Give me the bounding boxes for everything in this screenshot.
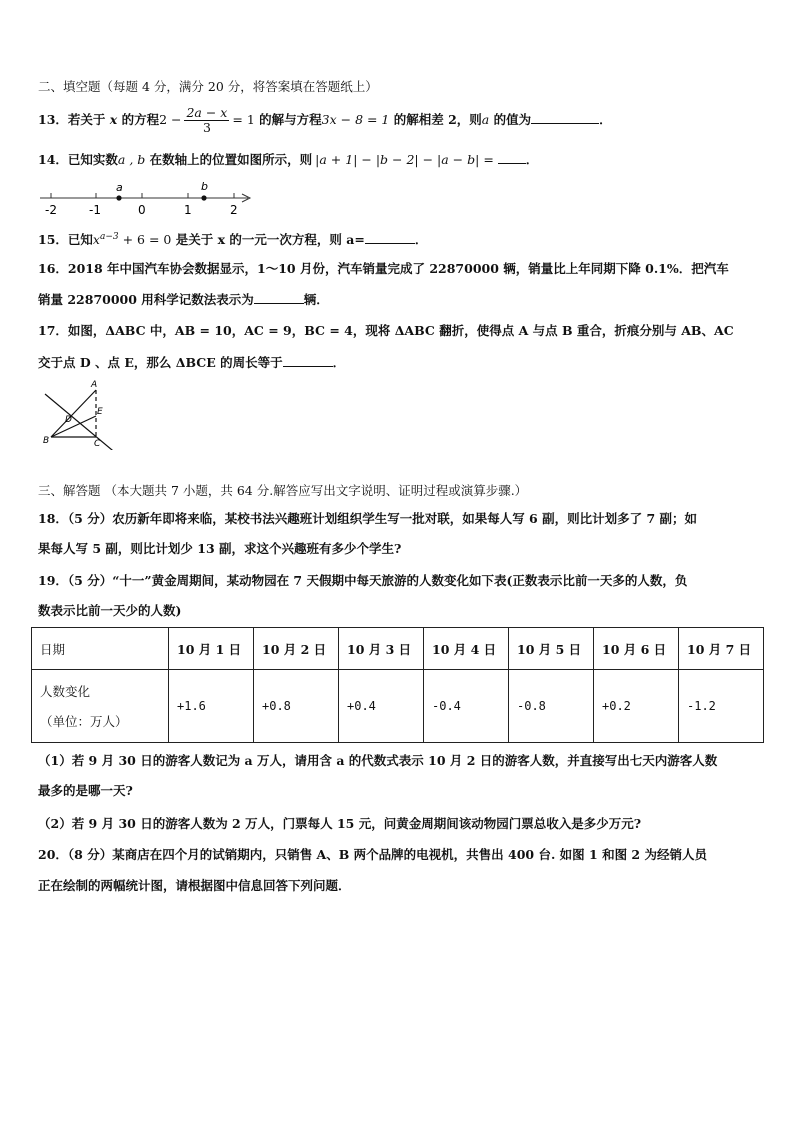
- q14-text-pre: 已知实数: [67, 152, 118, 167]
- question-19-line-2: 数表示比前一天少的人数): [38, 603, 182, 618]
- q17-answer-blank: [283, 353, 333, 367]
- q15-number: 15．: [38, 232, 68, 248]
- q13-text-post2: 的值为: [489, 112, 532, 127]
- tick-label-neg1: -1: [89, 203, 101, 217]
- q15-text-mid: 是关于 x 的一元一次方程，则 a=: [171, 232, 365, 248]
- table-cell: -0.4: [424, 670, 509, 743]
- q13-fraction-numerator: 2a − x: [186, 105, 228, 120]
- table-header-cell: 10 月 6 日: [594, 628, 679, 670]
- question-16-line-1: 16．2018 年中国汽车协会数据显示，1～10 月份，汽车销量完成了 22870000 辆，销量比上年同期下降 0.1%．把汽车: [38, 261, 729, 276]
- q17-text-post: ．: [332, 355, 346, 370]
- table-header-cell: 10 月 5 日: [509, 628, 594, 670]
- label-b: B: [43, 436, 50, 446]
- question-19-sub1-line-1: （1）若 9 月 30 日的游客人数记为 a 万人，请用含 a 的代数式表示 10 月 2 日的游客人数，并直接写出七天内游客人数: [38, 753, 718, 768]
- point-a-label: a: [116, 181, 123, 194]
- q15-expr-rest: + 6 = 0: [118, 232, 172, 248]
- table-header-cell: 10 月 7 日: [679, 628, 764, 670]
- label-c: C: [94, 439, 101, 449]
- question-19-sub2: （2）若 9 月 30 日的游客人数为 2 万人，门票每人 15 元，问黄金周期间该动物园门票总收入是多少万元?: [38, 816, 642, 831]
- q13-eq1-left: 2 −: [159, 112, 182, 127]
- q19-data-table: [31, 627, 764, 743]
- question-16-line-2: [38, 290, 762, 309]
- q16-text-post: 辆．: [303, 292, 329, 307]
- q13-text-mid2: 的解与方程: [254, 112, 322, 127]
- question-17-line-1: 17．如图，ΔABC 中，AB = 10，AC = 9，BC = 4，现将 ΔABC 翻折，使得点 A 与点 B 重合，折痕分别与 AB、AC: [38, 323, 734, 338]
- label-e: E: [97, 407, 103, 417]
- table-header-cell: 10 月 1 日: [169, 628, 254, 670]
- tick-label-0: 0: [138, 203, 146, 217]
- side-ab: [51, 390, 96, 437]
- row-label-line-1: 人数变化: [40, 684, 91, 699]
- question-20-line-1: 20．（8 分）某商店在四个月的试销期内，只销售 A、B 两个品牌的电视机，共售出 400 台. 如图 1 和图 2 为经销人员: [38, 847, 707, 862]
- question-18-line-2: 果每人写 5 副，则比计划少 13 副，求这个兴趣班有多少个学生?: [38, 541, 402, 556]
- question-18-line-1: 18．（5 分）农历新年即将来临，某校书法兴趣班计划组织学生写一批对联，如果每人写 6 副，则比计划多了 7 副；如: [38, 511, 697, 526]
- q17-text-pre: 交于点 D 、点 E，那么 ΔBCE 的周长等于: [38, 355, 283, 370]
- question-19-line-1: 19．（5 分）“十一”黄金周期间，某动物园在 7 天假期中每天旅游的人数变化如下表(正数表示比前一天多的人数，负: [38, 573, 688, 588]
- table-cell: +0.4: [339, 670, 424, 743]
- question-15: [38, 228, 762, 249]
- section-3-heading: 三、解答题 （本大题共 7 小题，共 64 分.解答应写出文字说明、证明过程或演算步骤.）: [38, 483, 528, 498]
- q13-fraction: [184, 106, 229, 135]
- point-a-dot: [116, 195, 121, 200]
- q13-eq2: 3x − 8 = 1: [321, 112, 390, 127]
- table-cell: +0.8: [254, 670, 339, 743]
- q16-answer-blank: [254, 290, 304, 304]
- question-13: [38, 104, 762, 136]
- q14-number-line: [36, 180, 258, 220]
- q17-triangle-figure: [36, 380, 136, 450]
- question-20-line-2: 正在绘制的两幅统计图，请根据图中信息回答下列问题．: [38, 878, 351, 893]
- tick-label-neg2: -2: [45, 203, 57, 217]
- q15-end: ．: [414, 232, 428, 248]
- question-17-line-2: [38, 353, 762, 372]
- table-cell: -0.8: [509, 670, 594, 743]
- q14-end: ．: [525, 152, 539, 167]
- q15-answer-blank: [365, 230, 415, 244]
- label-d: D: [65, 415, 72, 425]
- segment-be: [51, 416, 96, 437]
- q15-text-pre: 已知: [67, 232, 93, 248]
- q13-text-pre: 若关于: [67, 112, 110, 127]
- q13-answer-blank: [531, 110, 599, 124]
- row-label-line-2: （单位：万人）: [40, 714, 128, 729]
- table-row-label: [32, 670, 169, 743]
- q14-expression: |a + 1| − |b − 2| − |a − b| =: [315, 152, 494, 167]
- q14-text-mid: 在数轴上的位置如图所示，则: [145, 152, 313, 167]
- table-header-row: [32, 628, 764, 670]
- q13-text-post: 的解相差 2，则: [389, 112, 482, 127]
- table-cell: +0.2: [594, 670, 679, 743]
- section-2-heading: 二、填空题（每题 4 分，满分 20 分，将答案填在答题纸上）: [38, 79, 378, 94]
- q13-fraction-denominator: 3: [202, 120, 211, 135]
- table-header-cell: 10 月 4 日: [424, 628, 509, 670]
- q14-number: 14．: [38, 152, 68, 167]
- q13-text-mid: 的方程: [117, 112, 160, 127]
- point-b-label: b: [201, 180, 208, 193]
- point-b-dot: [201, 195, 206, 200]
- q13-number: 13．: [38, 112, 68, 127]
- tick-label-2: 2: [230, 203, 238, 217]
- table-row: [32, 670, 764, 743]
- table-header-cell: 10 月 3 日: [339, 628, 424, 670]
- q13-var-x: x: [109, 112, 118, 127]
- table-header-cell: 日期: [32, 628, 169, 670]
- q15-expr-exponent: a−3: [99, 232, 119, 242]
- q13-eq1-right: = 1: [232, 112, 255, 127]
- question-14: [38, 150, 762, 169]
- table-cell: +1.6: [169, 670, 254, 743]
- table-cell: -1.2: [679, 670, 764, 743]
- q14-answer-blank: [498, 150, 526, 164]
- q13-end: ．: [599, 112, 612, 127]
- q15-expr-base: x: [92, 232, 100, 248]
- question-19-sub1-line-2: 最多的是哪一天?: [38, 783, 133, 798]
- q16-text-pre: 销量 22870000 用科学记数法表示为: [38, 292, 254, 307]
- q14-vars: a , b: [117, 152, 146, 167]
- table-header-cell: 10 月 2 日: [254, 628, 339, 670]
- label-a: A: [91, 380, 98, 390]
- tick-label-1: 1: [184, 203, 192, 217]
- q13-var-a: a: [481, 112, 490, 127]
